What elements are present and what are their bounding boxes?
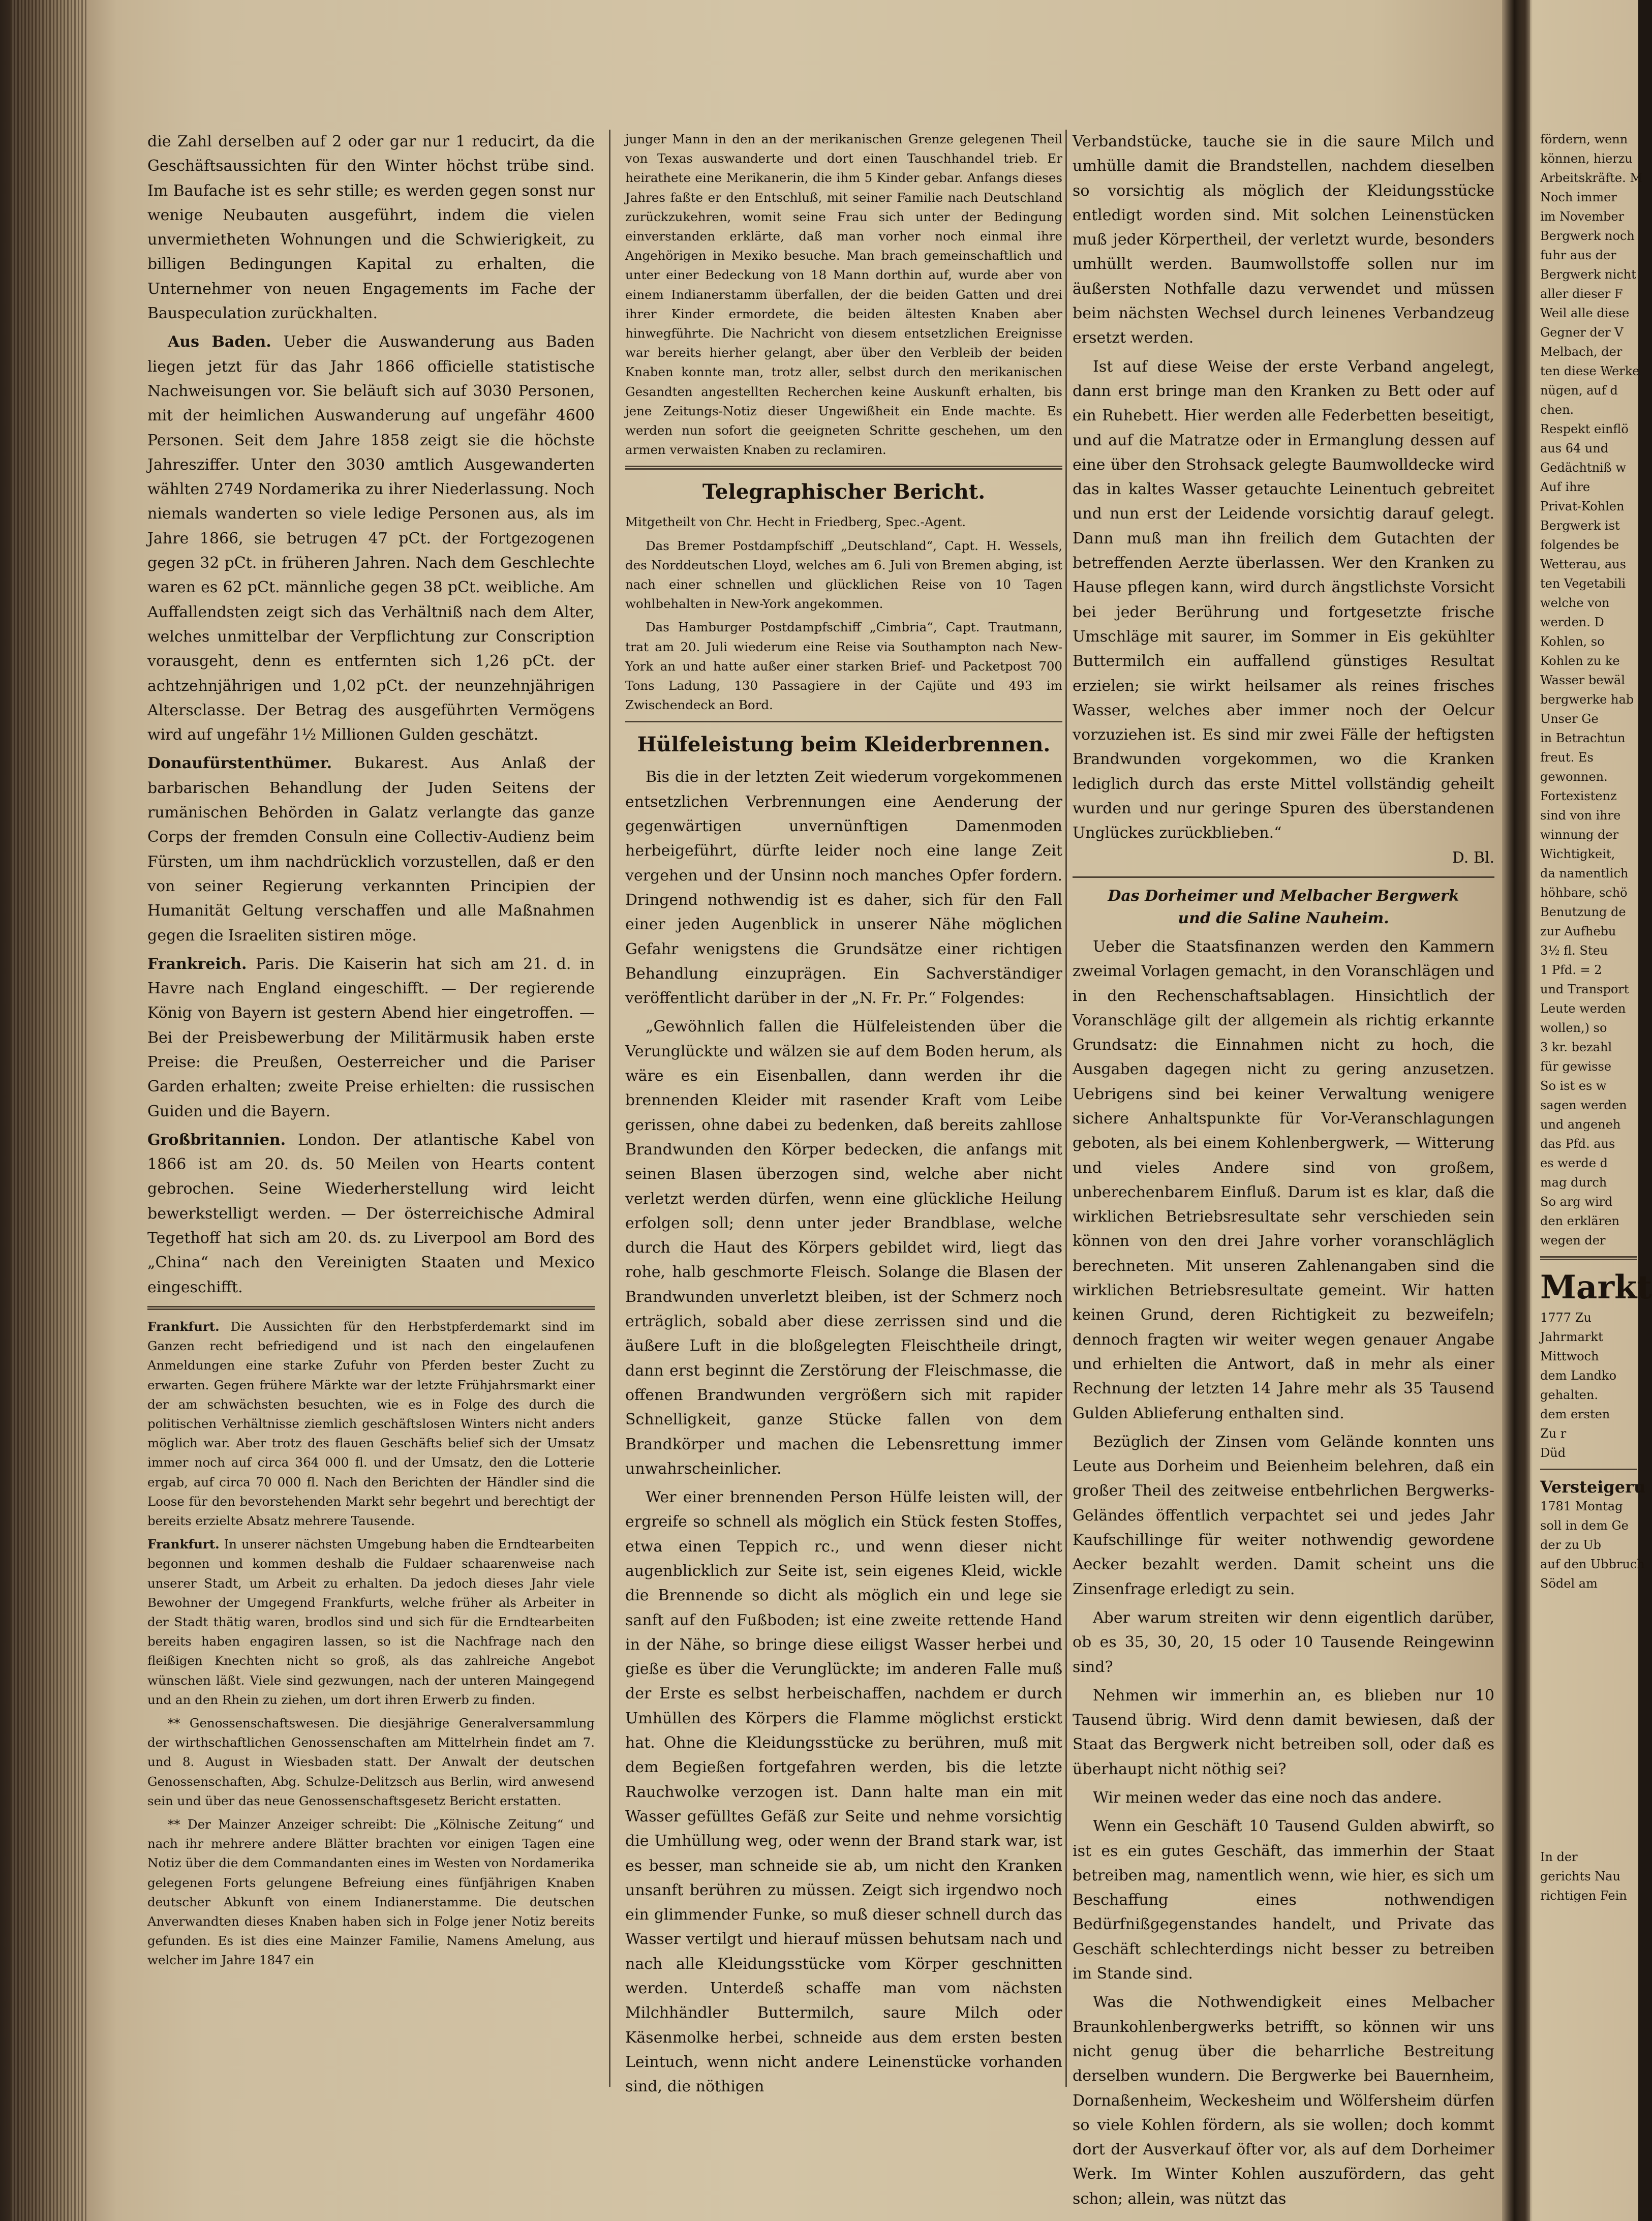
fragment-line: werden. D xyxy=(1540,615,1604,629)
section-rule xyxy=(1073,876,1494,878)
fragment-line: freut. Es xyxy=(1540,750,1594,765)
fragment-line: höhbare, schö xyxy=(1540,886,1628,900)
fragment-line: 1781 Montag xyxy=(1540,1499,1623,1513)
fragment-line: fördern, wenn xyxy=(1540,132,1628,146)
fragment-line: Kohlen, so xyxy=(1540,634,1605,649)
fragment-line: der zu Ub xyxy=(1540,1538,1601,1552)
title-bergwerk: Das Dorheimer und Melbacher Bergwerk xyxy=(1108,887,1459,905)
fragment-line: Mittwoch xyxy=(1540,1349,1599,1363)
fragment-line: Benutzung de xyxy=(1540,905,1626,919)
column-divider xyxy=(1065,130,1067,2087)
fragment-line: richtigen Fein xyxy=(1540,1889,1627,1903)
article-text: Die diesjährige Generalversammlung der wirthschaftlichen Genossenschaften am Mittelrhein findet am 7. und 8. August in Wiesbaden statt. Der Anwalt der deutschen Genossenschaften, Abg. Schulze-Delitzsch aus Berlin, wird anwesend sein und über das neue Genossenschaftsgesetz Bericht erstatten. xyxy=(147,1716,595,1808)
fragment-line: im November xyxy=(1540,209,1625,224)
article-paragraph: Aber warum streiten wir denn eigentlich darüber, ob es 35, 30, 20, 15 oder 10 Tausende Reingewinn sind? xyxy=(1073,1608,1494,1676)
fragment-line: aus 64 und xyxy=(1540,441,1609,455)
article-text: Ist auf diese Weise der erste Verband angelegt, dann erst bringe man den Kranken zu Bett oder auf ein Ruhebett. Hier werden alle Federbetten beseitigt, und auf die Matratze oder in Ermanglung dessen auf eine über den Strohsack gelegte Baumwolldecke wird das in kaltes Wasser getauchte Leinentuch gebreitet und nun erst der Leidende vorsichtig darauf gelegt. Dann muß man ihn freilich dem Gutachten der betreffenden Aerzte überlassen. Wer den Kranken zu Hause pflegen kann, wird durch ängstlichste Vorsicht bei jeder Berührung und fortgesetzte frische Umschläge mit saurer, im Sommer in Eis gekühlter Buttermilch ein auffallend günstiges Resultat erzielen; sie wirkt heilsamer als reines frisches Wasser, welches aber immer noch der Oelcur vorzuziehen ist. Es sind mir zwei Fälle der heftigsten Brandwunden vorgekommen, wo die Kranken lediglich durch das erste Mittel vollständig geheilt wurden und nur geringe Spuren des überstandenen Unglückes zurückblieben.“ xyxy=(1073,357,1494,842)
fragment-line: Bergwerk ist xyxy=(1540,519,1620,533)
fragment-line: chen. xyxy=(1540,403,1574,417)
section-rule xyxy=(625,721,1062,722)
headline-versteigerung: Versteigeru xyxy=(1540,1477,1646,1497)
fragment-lines xyxy=(1540,1308,1637,1463)
article-paragraph: Bis die in der letzten Zeit wiederum vorgekommenen entsetzlichen Verbrennungen eine Aenderung der gegenwärtigen unvernünftigen Damenmoden herbeigeführt, dürfte leider noch eine lange Zeit vergehen und der Unsinn noch manches Opfer fordern. Dringend nothwendig ist es daher, sich für den Fall einer jeden Augenblick in unserer Nähe möglichen Gefahr wenigstens die Grundsätze einer richtigen Behandlung einzuprägen. Ein Sachverständiger veröffentlicht darüber in der „N. Fr. Pr.“ Folgendes: xyxy=(625,768,1062,1008)
fragment-line: soll in dem Ge xyxy=(1540,1518,1629,1533)
article-genossenschaft xyxy=(147,1714,595,1811)
section-rule xyxy=(1540,1256,1637,1260)
headline-frankfurt: Frankfurt. xyxy=(147,1537,220,1552)
fragment-line: wollen,) so xyxy=(1540,1021,1607,1035)
fragment-line: sagen werden xyxy=(1540,1098,1627,1112)
facing-page-fragment xyxy=(1540,130,1652,1905)
fragment-line: winnung der xyxy=(1540,828,1619,842)
title-telegraphischer-bericht: Telegraphischer Bericht. xyxy=(702,480,986,504)
fragment-line: es werde d xyxy=(1540,1156,1608,1170)
fragment-line: da namentlich xyxy=(1540,866,1629,880)
subtitle-saline: und die Saline Nauheim. xyxy=(1178,909,1389,927)
fragment-line: können, hierzu xyxy=(1540,151,1633,166)
article-paragraph xyxy=(1073,355,1494,870)
headline-frankfurt: Frankfurt. xyxy=(147,1319,220,1334)
headline-markt: Markt xyxy=(1540,1268,1652,1306)
section-rule xyxy=(1540,1469,1637,1470)
article-text: In unserer nächsten Umgebung haben die Erndtearbeiten begonnen und kommen deshalb die Fuldaer schaarenweise nach unserer Stadt, um Arbeit zu erhalten. Da jedoch dieses Jahr viele Bewohner der Umgegend Frankfurts, welche früher als Arbeiter in der Stadt thätig waren, brodlos sind und sich für die Erndtearbeiten bereits haben engagiren lassen, so ist die Nachfrage nach den fleißigen Knechten nicht so groß, als das zahlreiche Angebot wünschen läßt. Viele sind gezwungen, nach der unteren Maingegend und an den Rhein zu ziehen, um dort ihren Erwerb zu finden. xyxy=(147,1537,595,1707)
fragment-line: Respekt einflö xyxy=(1540,422,1629,436)
section-rule xyxy=(625,466,1062,470)
fragment-lines xyxy=(1540,130,1642,1250)
article-text: Bukarest. Aus Anlaß der barbarischen Behandlung der Juden Seitens der rumänischen Behörden in Galatz verlangte das ganze Corps der fremden Consuln eine Collectiv-Audienz beim Fürsten, um ihm nachdrücklich vorzustellen, daß er den von seiner Regierung verkannten Principien der Humanität Geltung verschaffen und alle Maßnahmen gegen die Israeliten sistiren möge. xyxy=(147,754,595,945)
article-donau xyxy=(147,751,595,948)
column-3 xyxy=(1073,130,1494,2215)
fragment-line: und Transport xyxy=(1540,982,1629,996)
article-paragraph: Wenn ein Geschäft 10 Tausend Gulden abwirft, so ist es ein gutes Geschäft, das immerhin der Staat betreiben mag, namentlich wenn, wie hier, es sich um Beschaffung eines nothwendigen Bedürfnißgegenstandes handelt, und Private das Geschäft schlechterdings nicht besser zu betreiben im Stande sind. xyxy=(1073,1817,1494,1983)
fragment-line: Wichtigkeit, xyxy=(1540,847,1615,861)
fragment-line: wegen der xyxy=(1540,1233,1606,1248)
article-baden xyxy=(147,330,595,747)
fragment-line: gerichts Nau xyxy=(1540,1869,1620,1883)
fragment-line: und angeneh xyxy=(1540,1117,1621,1132)
fragment-line: nügen, auf d xyxy=(1540,383,1618,398)
fragment-line: Weil alle diese xyxy=(1540,306,1630,320)
fragment-line: den erklären xyxy=(1540,1214,1619,1228)
article-continuation: die Zahl derselben auf 2 oder gar nur 1 reducirt, da die Geschäftsaussichten für den Winter höchst trübe sind. Im Baufache ist es sehr stille; es werden gegen sonst nur wenige Neubauten ausgeführt, indem die vielen unvermietheten Wohnungen und die Schwierigkeit, zu billigen Bedingungen Kapital zu erhalten, die Unternehmer von neuen Engagements im Fache der Bauspeculation zurückhalten. xyxy=(147,133,595,323)
article-text: Die „Kölnische Zeitung“ und nach ihr mehrere andere Blätter brachten vor einigen Tagen eine Notiz über die dem Commandanten eines im Westen von Nordamerika gelegenen Forts gelungene Befreiung eines fünfjährigen Knaben deutscher Abkunft von einem Indianerstamme. Die deutschen Anverwandten dieses Knaben haben sich in Folge jener Notiz bereits gefunden. Es ist dies eine Mainzer Familie, Namens Amelung, aus welcher im Jahre 1847 ein xyxy=(147,1817,595,1968)
article-paragraph: Wir meinen weder das eine noch das andere. xyxy=(1093,1789,1442,1807)
fragment-line: auf den Ubbruch xyxy=(1540,1557,1645,1571)
fragment-line: fuhr aus der xyxy=(1540,248,1616,262)
fragment-line: Leute werden xyxy=(1540,1001,1626,1016)
article-mainz xyxy=(147,1815,595,1970)
fragment-line: welche von xyxy=(1540,596,1610,610)
fragment-line: Wetterau, aus xyxy=(1540,557,1626,571)
fragment-line: Noch immer xyxy=(1540,190,1617,204)
fragment-line: dem ersten xyxy=(1540,1407,1610,1421)
fragment-line: bergwerke hab xyxy=(1540,692,1634,707)
article-text: Ueber die Auswanderung aus Baden liegen jetzt für das Jahr 1866 officielle statistische Nachweisungen vor. Sie beläuft sich auf 3030 Personen, mit der heimlichen Auswanderung auf ungefähr 4600 Personen. Seit dem Jahre 1858 zeigt sie die höchste Jahresziffer. Unter den 3030 amtlich Ausgewanderten wählten 2749 Nordamerika zu ihrer Niederlassung. Noch niemals wanderten so viele ledige Personen aus, als im Jahre 1866, sie betrugen 47 pCt. der Fortgezogenen gegen 32 pCt. in früheren Jahren. Nach dem Geschlechte waren es 62 pCt. männliche gegen 38 pCt. weibliche. Am Auffallendsten zeigt sich das Verhältniß nach dem Alter, welches unmittelbar der Verpflichtung zur Conscription vorausgeht, denn es entfernten sich 1,26 pCt. der achtzehnjährigen und 1,02 pCt. der neunzehnjährigen Altersclasse. Der Betrag des ausgeführten Vermögens wird auf ungefähr 1½ Millionen Gulden geschätzt. xyxy=(147,333,595,744)
fragment-line: Gegner der V xyxy=(1540,325,1624,340)
fragment-line: Zu r xyxy=(1540,1426,1567,1441)
article-grossbritannien xyxy=(147,1128,595,1300)
fragment-line: mag durch xyxy=(1540,1175,1607,1190)
fragment-line: dem Landko xyxy=(1540,1368,1617,1383)
fragment-lines xyxy=(1540,1497,1645,1593)
fragment-line: 3 kr. bezahl xyxy=(1540,1040,1612,1054)
article-frankfurt-2 xyxy=(147,1535,595,1710)
book-page-edges xyxy=(10,0,86,2221)
article-frankreich xyxy=(147,952,595,1124)
article-text: Paris. Die Kaiserin hat sich am 21. d. in Havre nach England eingeschifft. — Der regierende König von Bayern ist gestern Abend hier eingetroffen. — Bei der Preisbewerbung der Militärmusik haben erste Preise: die Preußen, Oesterreicher und die Pariser Garden erhalten; zweite Preise erhielten: die russischen Guiden und die Bayern. xyxy=(147,955,595,1120)
fragment-line: Arbeitskräfte. M xyxy=(1540,171,1642,185)
article-paragraph: Nehmen wir immerhin an, es blieben nur 10 Tausend übrig. Wird denn damit bewiesen, daß der Staat das Bergwerk nicht betreiben soll, oder daß es überhaupt nicht nöthig sei? xyxy=(1073,1686,1494,1778)
section-rule xyxy=(147,1306,595,1310)
fragment-line: gehalten. xyxy=(1540,1388,1598,1402)
column-1 xyxy=(147,130,595,1974)
fragment-line: 3½ fl. Steu xyxy=(1540,944,1608,958)
fragment-line: 1777 Zu xyxy=(1540,1311,1592,1325)
article-text: London. Der atlantische Kabel von 1866 ist am 20. ds. 50 Meilen von Hearts content gebrochen. Seine Wiederherstellung wird leicht bewerkstelligt werden. — Der österreichische Admiral Tegethoff hat sich am 20. ds. zu Liverpool am Bord des „China“ nach den Vereinigten Staaten und Mexico eingeschifft. xyxy=(147,1131,595,1296)
fragment-line: in Betrachtun xyxy=(1540,731,1626,745)
fragment-line: Södel am xyxy=(1540,1576,1598,1591)
article-paragraph: Ueber die Staatsfinanzen werden den Kammern zweimal Vorlagen gemacht, in den Voranschlägen und in den Rechenschaftsablagen. Hinsichtlich der Voranschläge gilt der allgemein als richtig erkannte Grundsatz: die Einnahmen nicht zu hoch, die Ausgaben dagegen nicht zu gering anzusetzen. Uebrigens sind bei keiner Verwaltung wenigere sichere Anhaltspunkte für Vor-Veranschlagungen geboten, als bei einem Kohlenbergwerk, — Witterung und vieles Andere sind von großem, unberechenbarem Einfluß. Darum ist es klar, daß die wirklichen Betriebsresultate sehr verschieden sein können von den drei Jahre vorher voranschläglich berechneten. Mit unseren Zahlenangaben sind die wirklichen Betriebsresultate gemeint. Wir hatten keinen Grund, deren Richtigkeit zu bezweifeln; dennoch fragten wir weiter wegen genauer Angabe und erhielten die Antwort, daß in mehr als einer Rechnung der letzten 14 Jahre mehr als 35 Tausend Gulden Ablieferung enthalten sind. xyxy=(1073,937,1494,1422)
telegraph-item: Das Hamburger Postdampfschiff „Cimbria“, Capt. Trautmann, trat am 20. Juli wiederum eine Reise via Southampton nach New-York an und hatte außer einer starken Brief- und Packetpost 700 Tons Ladung, 130 Passagiere in der Cajüte und 493 im Zwischendeck an Bord. xyxy=(625,620,1062,713)
fragment-line: So arg wird xyxy=(1540,1195,1613,1209)
fragment-line: Bergwerk nicht xyxy=(1540,267,1636,282)
fragment-line: 1 Pfd. = 2 xyxy=(1540,963,1602,977)
fragment-line: Melbach, der xyxy=(1540,345,1623,359)
fragment-line: ten diese Werke xyxy=(1540,364,1640,378)
fragment-line: So ist es w xyxy=(1540,1079,1607,1093)
fragment-line: ten Vegetabili xyxy=(1540,576,1626,591)
fragment-line: Bergwerk noch xyxy=(1540,229,1635,243)
title-huelfeleistung: Hülfeleistung beim Kleiderbrennen. xyxy=(637,733,1051,757)
article-paragraph: Wer einer brennenden Person Hülfe leisten will, der ergreife so schnell als möglich ein Stück festen Stoffes, etwa einen Teppich rc., und wenn dieser nicht augenblicklich zur Seite ist, sein eigenes Kleid, wickle die Brennende so dicht als möglich ein und lege sie sanft auf den Fußboden; ist eine zweite rettende Hand in der Nähe, so bringe diese eiligst Wasser herbei und gieße es über die Verunglückte; im anderen Falle muß der Erste es selbst herbeischaffen, nachdem er durch Umhüllen des Körpers die Flamme möglichst erstickt hat. Ohne die Kleidungsstücke zu berühren, muß mit dem Begießen fortgefahren werden, bis die letzte Rauchwolke verzogen ist. Dann halte man ein mit Wasser gefülltes Gefäß zur Seite und nehme vorsichtig die Umhüllung weg, oder wenn der Brand stark war, ist es besser, man schneide sie ab, um nicht den Kranken unsanft berühren zu müssen. Zeigt sich irgendwo noch ein glimmender Funke, so muß dieser schnell durch das Wasser vertilgt und hierauf müssen behutsam nach und nach alle Kleidungsstücke vom Körper geschnitten werden. Unterdeß schaffe man vom nächsten Milchhändler Buttermilch, saure Milch oder Käsenmolke herbei, schneide aus dem ersten besten Leintuch, wenn nicht andere Leinenstücke vorhanden sind, die nöthigen xyxy=(625,1488,1062,2096)
fragment-line: Fortexistenz xyxy=(1540,789,1617,803)
telegraph-item: Das Bremer Postdampfschiff „Deutschland“, Capt. H. Wessels, des Norddeutschen Lloyd, welches am 6. Juli von Bremen abging, ist nach einer schnellen und glücklichen Reise von 10 Tagen wohlbehalten in New-York angekommen. xyxy=(625,538,1062,612)
article-paragraph: „Gewöhnlich fallen die Hülfeleistenden über die Verunglückte und wälzen sie auf dem Boden herum, als wäre es ein Eisenballen, dann werden ihr die brennenden Kleider mit rasender Kraft vom Leibe gerissen, ohne dabei zu bedenken, daß bereits zahllose Brandwunden den Körper bedecken, die anfangs mit seinen Blasen überzogen sind, welche aber nicht verletzt werden dürfen, wenn eine glückliche Heilung erfolgen soll; denn unter jeder Brandblase, welche durch die Haut des Körpers gebildet wird, liegt das rohe, halb geschmorte Fleisch. Solange die Blasen der Brandwunden unverletzt bleiben, ist der Schmerz noch erträglich, sobald aber diese zerrissen sind und die äußere Luft in die bloßgelegten Fleischtheile dringt, dann erst beginnt die Zerstörung der Fleischmasse, die offenen Brandwunden vergrößern sich mit rapider Schnelligkeit, ganze Stücke fallen von dem Brandkörper und machen die Lebensrettung immer unwahrscheinlicher. xyxy=(625,1018,1062,1478)
fragment-line: Gedächtniß w xyxy=(1540,461,1626,475)
headline-genossenschaft: ** Genossenschaftswesen. xyxy=(168,1716,340,1731)
fragment-line: Wasser bewäl xyxy=(1540,673,1625,687)
article-continuation: junger Mann in den an der merikanischen Grenze gelegenen Theil von Texas auswanderte und dort einen Tauschhandel trieb. Er heirathete eine Merikanerin, die ihm 5 Kinder gebar. Anfangs dieses Jahres faßte er den Entschluß, mit seiner Familie nach Deutschland zurückzukehren, womit seine Frau sich unter der Bedingung einverstanden erklärte, daß man vorher noch einmal ihre Angehörigen in Mexiko besuche. Man brach gemeinschaftlich und unter einer Bedeckung von 18 Mann dorthin auf, wurde aber von einem Indianerstamm überfallen, der die beiden Gatten und drei ihrer Kinder ermordete, die beiden ältesten Knaben aber hinwegführte. Die Nachricht von diesem entsetzlichen Ereignisse war bereits hierher gelangt, aber über den Verbleib der beiden Knaben konnte man, trotz aller, selbst durch den merikanischen Gesandten angestellten Recherchen keine Auskunft erhalten, bis jene Zeitungs-Notiz dieser Ungewißheit ein Ende machte. Es werden nun sofort die geeigneten Schritte geschehen, um den armen verwaisten Knaben zu reclamiren. xyxy=(625,132,1062,458)
headline-mainz: ** Der Mainzer Anzeiger schreibt: xyxy=(168,1817,397,1832)
fragment-line: Jahrmarkt xyxy=(1540,1330,1603,1344)
fragment-line: sind von ihre xyxy=(1540,808,1621,823)
headline-frankreich: Frankreich. xyxy=(147,955,247,973)
fragment-line: zur Aufhebu xyxy=(1540,924,1616,938)
fragment-line: Privat-Kohlen xyxy=(1540,499,1625,513)
fragment-line: Unser Ge xyxy=(1540,712,1599,726)
article-paragraph: Bezüglich der Zinsen vom Gelände konnten uns Leute aus Dorheim und Beienheim belehren, daß ein großer Theil des zeitweise entbehrlichen Bergwerks-Geländes öffentlich verpachtet sei und jedes Jahr Kaufschillinge für weiter nothwendig gewordene Aecker bezahlt werden. Damit scheint uns die Zinsenfrage erledigt zu sein. xyxy=(1073,1433,1494,1598)
article-continuation: Verbandstücke, tauche sie in die saure Milch und umhülle damit die Brandstellen, nachdem dieselben so vorsichtig als möglich der Kleidungsstücke entledigt worden sind. Mit solchen Leinenstücken muß jeder Körpertheil, der verletzt wurde, besonders umhüllt werden. Baumwollstoffe sollen nur im äußersten Nothfalle dazu verwendet und müssen beim nächsten Wechsel durch leinenes Verbandzeug ersetzt werden. xyxy=(1073,133,1494,347)
fragment-line: aller dieser F xyxy=(1540,287,1623,301)
binding-gutter xyxy=(1502,0,1530,2221)
telegraph-byline: Mitgetheilt von Chr. Hecht in Friedberg, Spec.-Agent. xyxy=(625,514,966,530)
fragment-line: Düd xyxy=(1540,1446,1566,1460)
fragment-line: Kohlen zu ke xyxy=(1540,654,1620,668)
fragment-line: für gewisse xyxy=(1540,1059,1612,1074)
column-divider xyxy=(609,130,610,2087)
fragment-line: gewonnen. xyxy=(1540,770,1608,784)
headline-baden: Aus Baden. xyxy=(168,333,271,351)
fragment-line: das Pfd. aus xyxy=(1540,1137,1615,1151)
headline-donau: Donaufürstenthümer. xyxy=(147,754,332,773)
fragment-line: In der xyxy=(1540,1850,1578,1864)
article-text: Die Aussichten für den Herbstpferdemarkt sind im Ganzen recht befriedigend und ist nach den eingelaufenen Anmeldungen eine starke Zufuhr von Pferden bester Zucht zu erwarten. Gegen frühere Märkte war der letzte Frühjahrsmarkt einer der am schwächsten besuchten, wie es in Folge des durch die politischen Verhältnisse ziemlich geschäftslosen Winters nicht anders möglich war. Aber trotz des flauen Geschäfts belief sich der Umsatz immer noch auf circa 364 000 fl. und der Umsatz, den die Lotterie ergab, auf circa 70 000 fl. Nach den Berichten der Händler sind die Loose für den bevorstehenden Markt sehr begehrt und berechtigt der bereits erzielte Absatz mehrere Tausende. xyxy=(147,1319,595,1528)
fragment-lines xyxy=(1540,1847,1637,1905)
article-source: D. Bl. xyxy=(1452,848,1494,867)
article-paragraph: Was die Nothwendigkeit eines Melbacher Braunkohlenbergwerks betrifft, so können wir uns nicht genug über die beharrliche Bestreitung derselben wundern. Die Bergwerke bei Bauernheim, Dornaßenheim, Weckesheim und Wölfersheim dürfen so viele Kohlen fördern, als sie wollen; doch kommt dort der Ausverkauf öfter vor, als auf dem Dorheimer Werk. Im Winter Kohlen auszufördern, das geht schon; allein, was nützt das xyxy=(1073,1993,1494,2208)
fragment-line: folgendes be xyxy=(1540,538,1619,552)
headline-grossbritannien: Großbritannien. xyxy=(147,1131,286,1149)
fragment-line: Auf ihre xyxy=(1540,480,1590,494)
article-frankfurt-1 xyxy=(147,1317,595,1531)
column-2 xyxy=(625,130,1062,2104)
